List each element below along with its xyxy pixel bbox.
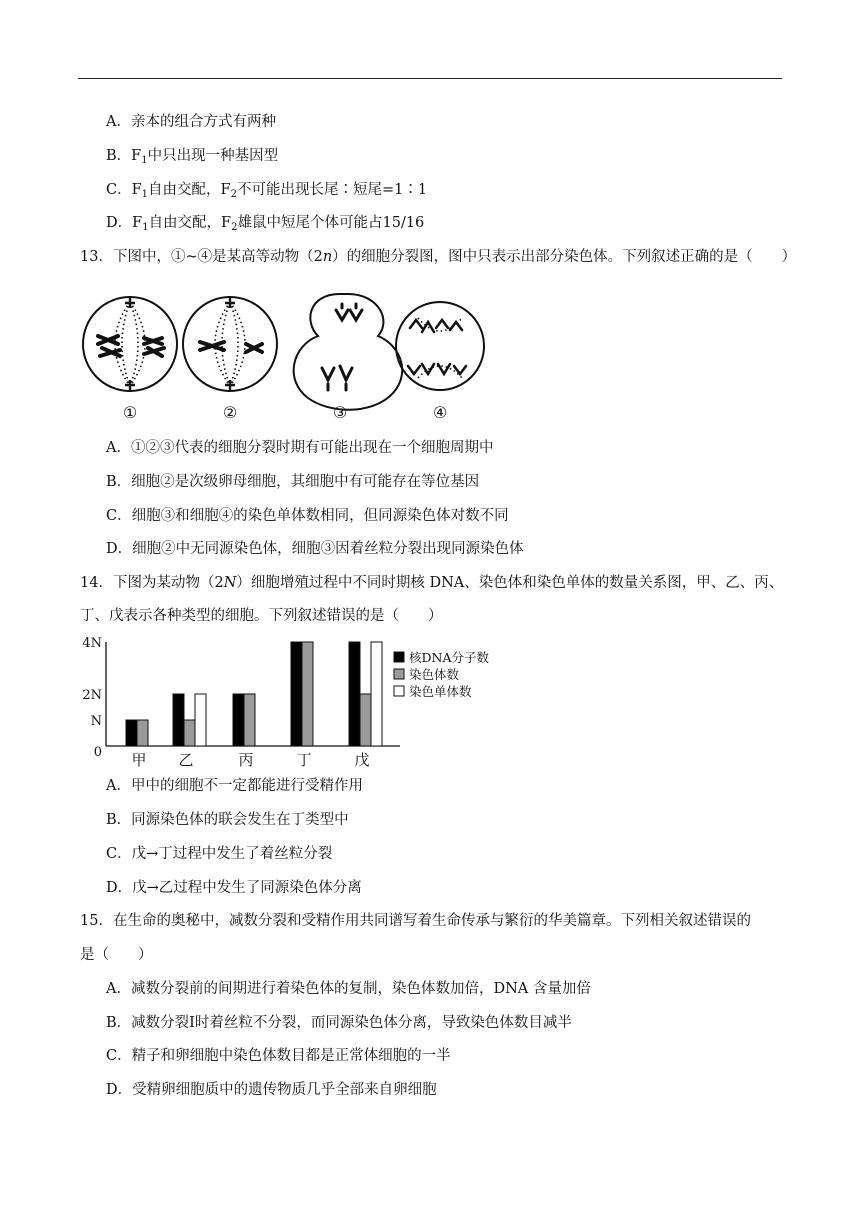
q13-option-d: D．细胞②中无同源染色体，细胞③因着丝粒分裂出现同源染色体 (106, 541, 524, 557)
x-category-label: 乙 (178, 751, 194, 769)
bar-丁-1 (291, 642, 302, 746)
q12-option-b: B．$F_1$中只出现一种基因型 (106, 148, 279, 166)
y-tick-label: 2N (82, 688, 102, 703)
bar-戊-3 (371, 642, 382, 746)
bar-戊-1 (349, 642, 360, 746)
bar-丁-2 (302, 642, 313, 746)
q15-option-b: B．减数分裂Ⅰ时着丝粒不分裂，而同源染色体分离，导致染色体数目减半 (106, 1015, 572, 1031)
legend-swatch (394, 669, 404, 679)
q14-option-d: D．戊→乙过程中发生了同源染色体分离 (106, 880, 362, 896)
bar-甲-1 (126, 720, 137, 746)
q15-option-a: A．减数分裂前的间期进行着染色体的复制，染色体数加倍，DNA 含量加倍 (106, 981, 591, 997)
cell-4-diagram (396, 302, 484, 390)
bar-甲-2 (137, 720, 148, 746)
bar-乙-3 (195, 694, 206, 746)
legend-label: 染色单体数 (409, 684, 472, 699)
q14-option-c: C．戊→丁过程中发生了着丝粒分裂 (106, 846, 333, 862)
x-category-label: 甲 (131, 751, 147, 769)
legend-swatch (394, 686, 404, 696)
cell-label-1: ① (122, 403, 138, 422)
cell-division-figure (78, 284, 486, 424)
q13-option-b: B．细胞②是次级卵母细胞，其细胞中有可能存在等位基因 (106, 474, 480, 490)
q14-stem-line1: 14．下图为某动物（2N）细胞增殖过程中不同时期核 DNA、染色体和染色单体的数量关系图，甲、乙、丙、 (80, 575, 784, 591)
bar-丙-1 (233, 694, 244, 746)
q15-stem-line2: 是（ ） (80, 947, 153, 963)
legend-label: 染色体数 (409, 667, 460, 682)
header-rule (78, 78, 782, 79)
legend-swatch (394, 652, 404, 662)
x-category-label: 戊 (354, 751, 370, 769)
y-tick-label: 4N (82, 636, 102, 651)
q12-option-d: D．$F_1$自由交配，$F_2$雄鼠中短尾个体可能占15/16 (106, 215, 425, 233)
bar-乙-2 (184, 720, 195, 746)
cell-label-2: ② (222, 403, 238, 422)
q15-option-d: D．受精卵细胞质中的遗传物质几乎全部来自卵细胞 (106, 1082, 437, 1098)
q15-stem-line1: 15．在生命的奥秘中，减数分裂和受精作用共同谱写着生命传承与繁衍的华美篇章。下列相关叙述错误的 (80, 913, 751, 929)
y-tick-label: 0 (93, 745, 102, 760)
x-category-label: 丁 (296, 751, 312, 769)
q12-option-c: C．$F_1$自由交配，$F_2$不可能出现长尾∶短尾=1∶1 (106, 182, 428, 200)
dna-chromosome-bar-chart (78, 634, 508, 772)
q13-option-c: C．细胞③和细胞④的染色单体数相同，但同源染色体对数不同 (106, 508, 509, 524)
bar-戊-2 (360, 694, 371, 746)
cell-label-4: ④ (432, 403, 448, 422)
q13-option-a: A．①②③代表的细胞分裂时期有可能出现在一个细胞周期中 (106, 440, 494, 456)
q14-option-b: B．同源染色体的联会发生在丁类型中 (106, 812, 349, 828)
x-category-label: 丙 (238, 751, 254, 769)
bar-乙-1 (173, 694, 184, 746)
legend-label: 核DNA分子数 (409, 650, 489, 665)
cell-label-3: ③ (332, 403, 348, 422)
y-tick-label: N (90, 714, 102, 729)
bar-丙-2 (244, 694, 255, 746)
q13-stem: 13．下图中，①~④是某高等动物（2n）的细胞分裂图，图中只表示出部分染色体。下列叙述正确的是（ ） (80, 249, 797, 265)
q15-option-c: C．精子和卵细胞中染色体数目都是正常体细胞的一半 (106, 1048, 451, 1064)
q14-option-a: A．甲中的细胞不一定都能进行受精作用 (106, 778, 363, 794)
q12-option-a: A．亲本的组合方式有两种 (106, 114, 276, 130)
q14-stem-line2: 丁、戊表示各种类型的细胞。下列叙述错误的是（ ） (80, 608, 443, 624)
